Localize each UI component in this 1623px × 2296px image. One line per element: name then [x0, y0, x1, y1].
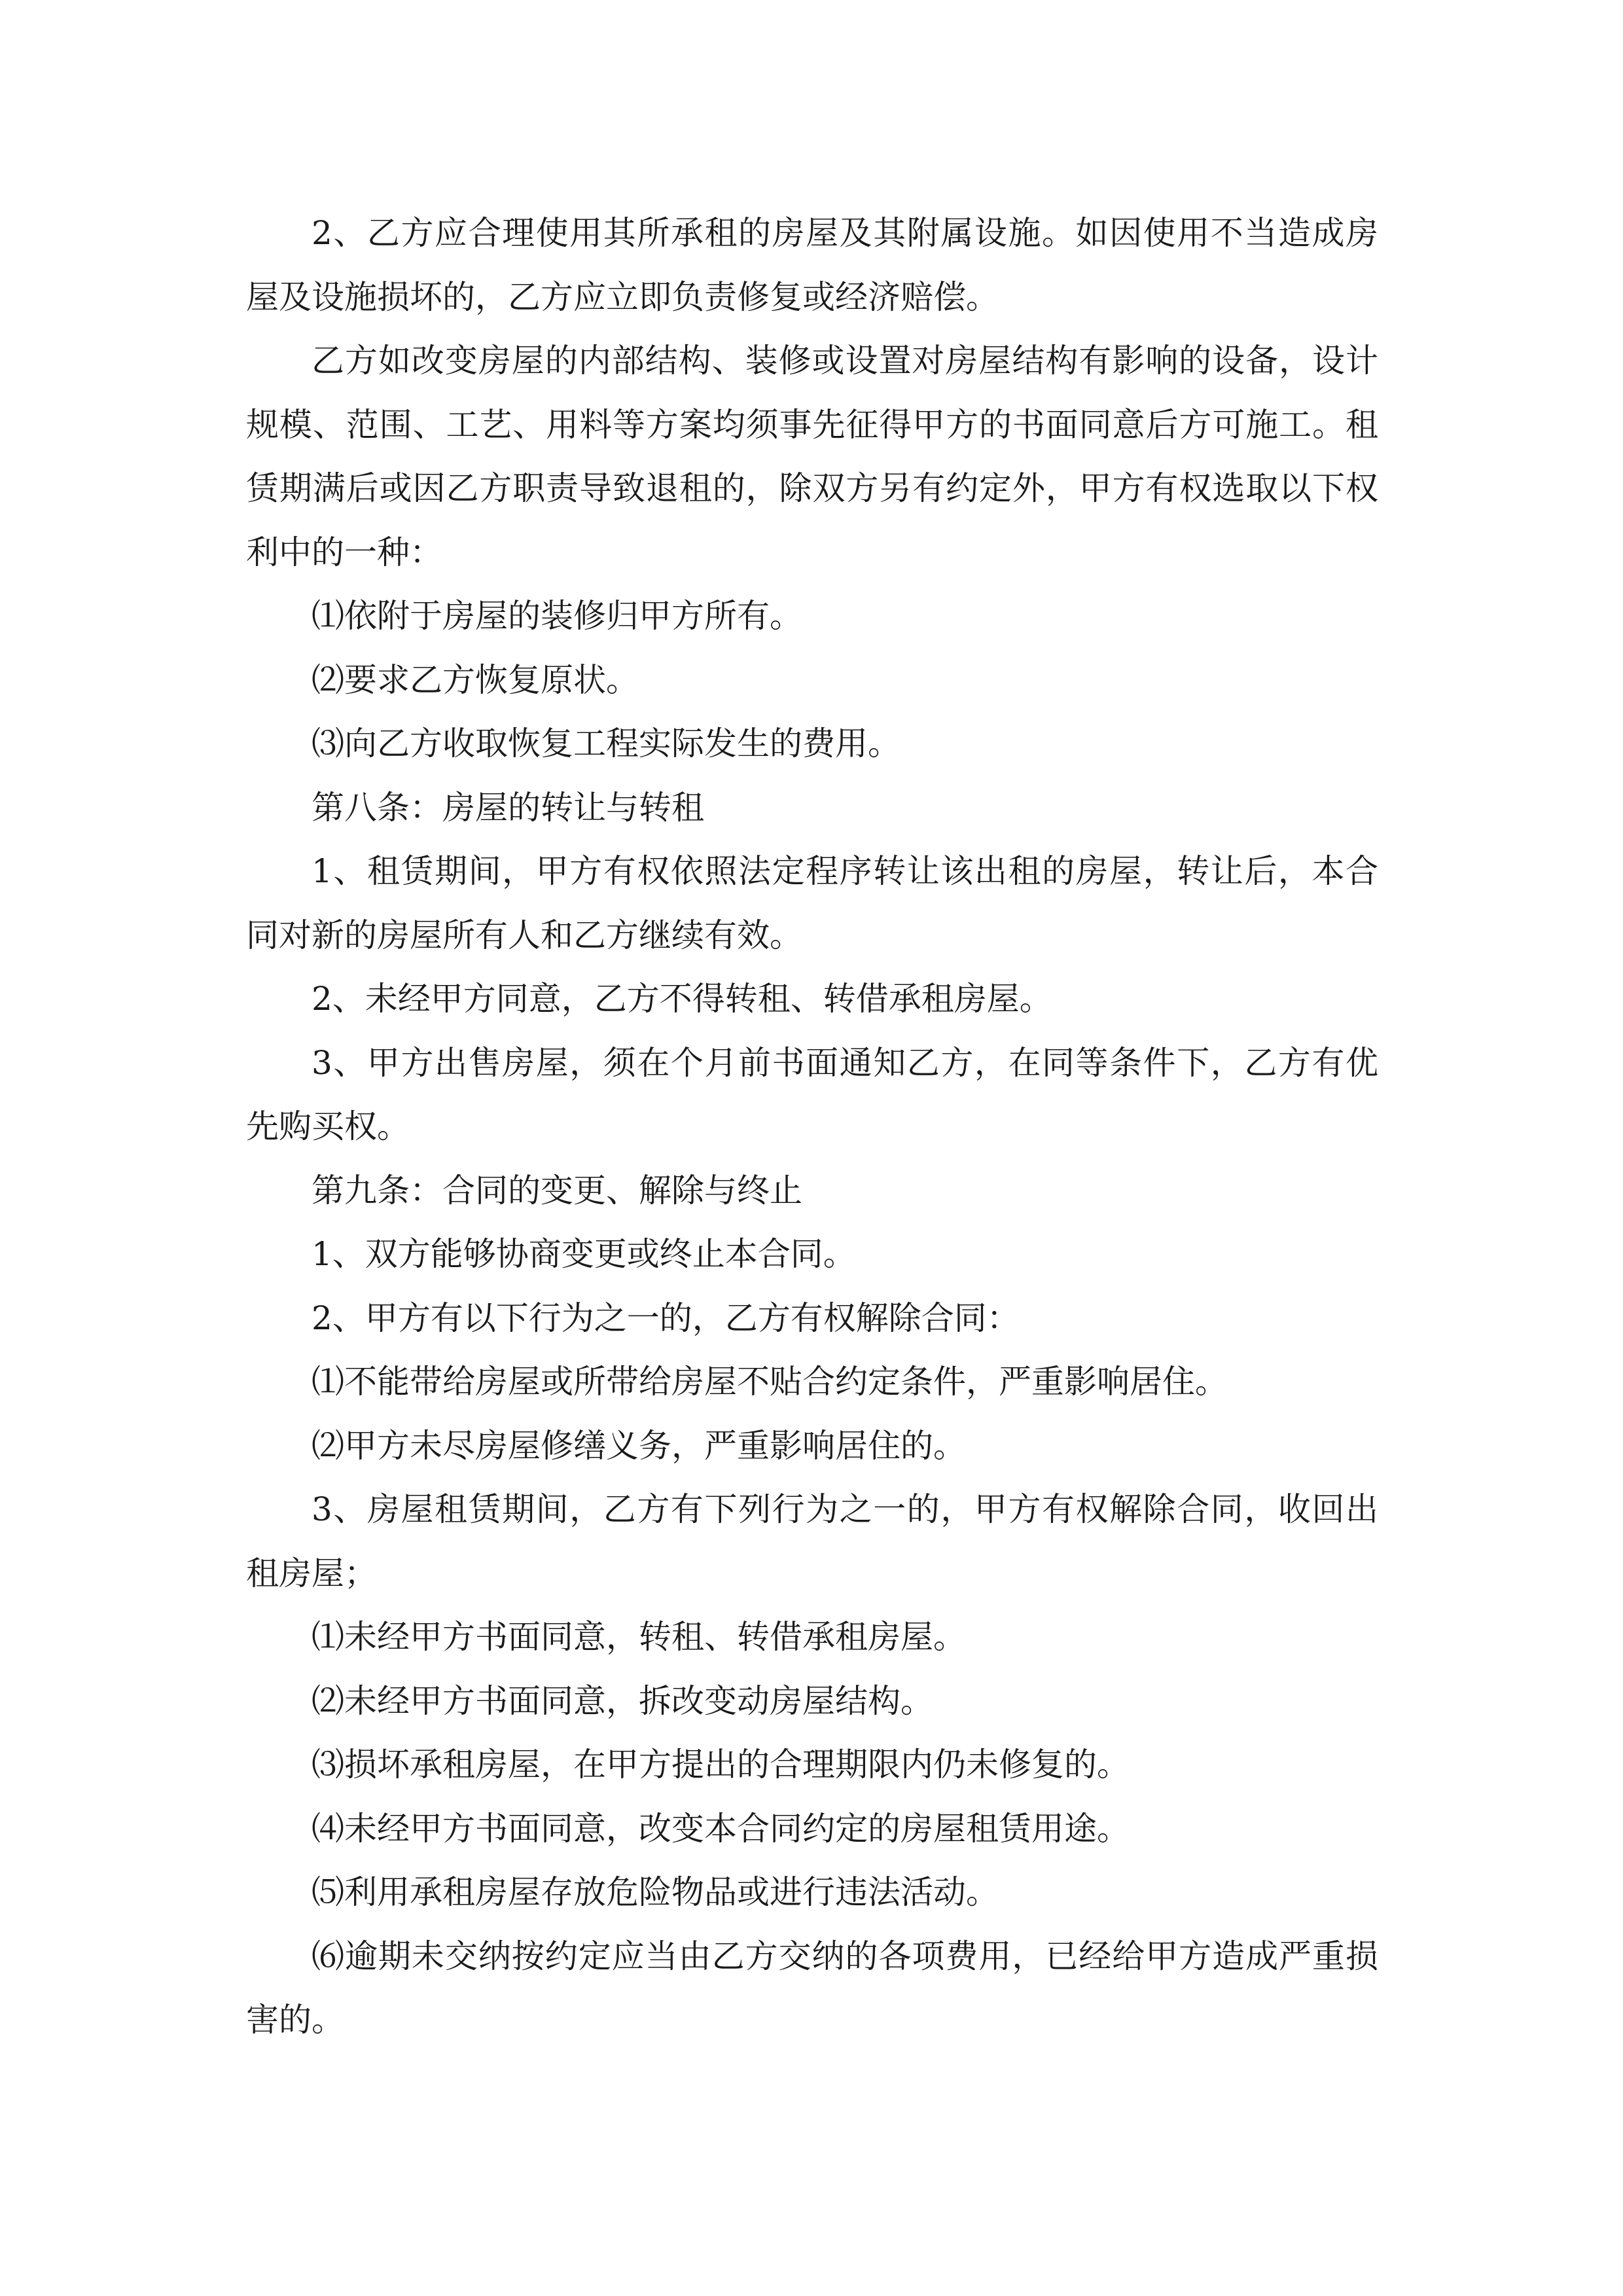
paragraph-clause-9-1: 1、双方能够协商变更或终止本合同。: [312, 1235, 856, 1273]
paragraph-clause-9-3: 3、房屋租赁期间，乙方有下列行为之一的，甲方有权解除合同，收回出租房屋；: [246, 1490, 1378, 1592]
paragraph-clause-8-2: 2、未经甲方同意，乙方不得转租、转借承租房屋。: [312, 980, 1052, 1018]
document-body: [246, 202, 1378, 2053]
paragraph-clause-9-3-item-2: ⑵未经甲方书面同意，拆改变动房屋结构。: [312, 1681, 933, 1720]
paragraph-clause-8-3: 3、甲方出售房屋，须在个月前书面通知乙方，在同等条件下，乙方有优先购买权。: [246, 1043, 1378, 1145]
paragraph-clause-9-3-item-4: ⑷未经甲方书面同意，改变本合同约定的房屋租赁用途。: [312, 1809, 1130, 1848]
paragraph-alteration-terms: 乙方如改变房屋的内部结构、装修或设置对房屋结构有影响的设备，设计规模、范围、工艺、用料等方案均须事先征得甲方的书面同意后方可施工。租赁期满后或因乙方职责导致退租的，除双方另有约定外，甲方有权选取以下权利中的一种：: [246, 342, 1378, 571]
paragraph-clause-7-2: 2、乙方应合理使用其所承租的房屋及其附属设施。如因使用不当造成房屋及设施损坏的，乙方应立即负责修复或经济赔偿。: [246, 214, 1378, 316]
paragraph-clause-9-2: 2、甲方有以下行为之一的，乙方有权解除合同：: [312, 1299, 1020, 1337]
paragraph-option-2: ⑵要求乙方恢复原状。: [312, 660, 639, 699]
paragraph-option-1: ⑴依附于房屋的装修归甲方所有。: [312, 597, 802, 635]
article-9-heading: 第九条：合同的变更、解除与终止: [312, 1171, 802, 1210]
paragraph-clause-9-3-item-1: ⑴未经甲方书面同意，转租、转借承租房屋。: [312, 1618, 966, 1656]
paragraph-clause-9-3-item-3: ⑶损坏承租房屋，在甲方提出的合理期限内仍未修复的。: [312, 1746, 1130, 1784]
paragraph-option-3: ⑶向乙方收取恢复工程实际发生的费用。: [312, 725, 901, 762]
paragraph-clause-9-3-item-6: ⑹逾期未交纳按约定应当由乙方交纳的各项费用，已经给甲方造成严重损害的。: [246, 1937, 1378, 2039]
article-8-heading: 第八条：房屋的转让与转租: [312, 788, 704, 827]
paragraph-clause-9-3-item-5: ⑸利用承租房屋存放危险物品或进行违法活动。: [312, 1873, 999, 1911]
paragraph-clause-9-2-item-2: ⑵甲方未尽房屋修缮义务，严重影响居住的。: [312, 1426, 966, 1465]
paragraph-clause-9-2-item-1: ⑴不能带给房屋或所带给房屋不贴合约定条件，严重影响居住。: [312, 1363, 1228, 1401]
paragraph-clause-8-1: 1、租赁期间，甲方有权依照法定程序转让该出租的房屋，转让后，本合同对新的房屋所有人和乙方继续有效。: [246, 852, 1378, 954]
